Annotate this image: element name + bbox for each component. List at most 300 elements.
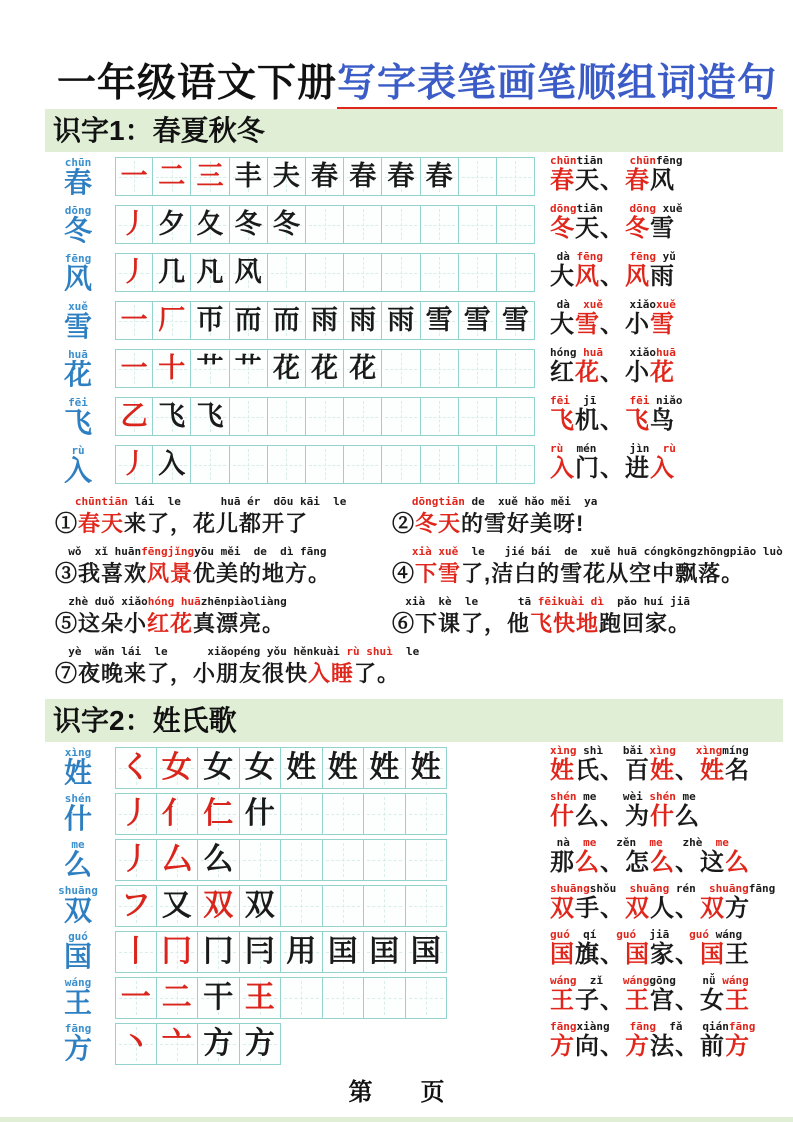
stroke-step-glyph: 雨 bbox=[311, 305, 339, 335]
word-examples bbox=[550, 745, 750, 785]
stroke-cell bbox=[323, 977, 365, 1019]
text-segment: ⑤这朵小 bbox=[55, 611, 148, 636]
sentence-text bbox=[55, 658, 401, 690]
sentence-text bbox=[55, 558, 392, 590]
stroke-step-glyph: 姓 bbox=[327, 751, 358, 784]
character-glyph: 春 bbox=[63, 167, 92, 198]
stroke-cell bbox=[240, 931, 282, 973]
word-segment: 大 bbox=[550, 263, 575, 290]
word-segment: 、 bbox=[600, 263, 625, 290]
character-pinyin: xuě bbox=[68, 300, 88, 313]
pinyin-segment: shén bbox=[550, 790, 577, 803]
word-segment: 机、 bbox=[575, 407, 625, 434]
text-segment: 风景 bbox=[147, 561, 194, 586]
pinyin-segment: jìn bbox=[629, 442, 663, 455]
word-examples-pinyin bbox=[550, 443, 676, 455]
stroke-cell bbox=[230, 349, 268, 388]
word-segment: 大 bbox=[550, 311, 575, 338]
stroke-step-glyph: 花 bbox=[311, 353, 339, 383]
pinyin-segment: huā bbox=[583, 346, 603, 359]
word-segment: 那 bbox=[550, 849, 575, 876]
pinyin-segment: rén bbox=[669, 882, 696, 895]
pinyin-segment: wáng bbox=[550, 974, 577, 987]
pinyin-segment: yè wǎn lái le xiǎopéng yǒu hěnkuài bbox=[55, 645, 347, 658]
text-segment: 的雪好美呀! bbox=[461, 511, 585, 536]
pinyin-segment bbox=[596, 836, 616, 849]
character-label bbox=[45, 445, 111, 486]
pinyin-segment: dà bbox=[550, 298, 584, 311]
stroke-cell bbox=[459, 397, 497, 436]
sentence-column bbox=[55, 595, 392, 640]
word-segment: 王 bbox=[725, 941, 750, 968]
stroke-cell bbox=[306, 445, 344, 484]
stroke-cell bbox=[497, 301, 535, 340]
sentence-text bbox=[55, 508, 392, 540]
stroke-cell bbox=[115, 349, 153, 388]
word-examples bbox=[550, 883, 775, 923]
pinyin-segment: yǔ bbox=[656, 250, 676, 263]
pinyin-segment: zěn bbox=[616, 836, 650, 849]
text-segment: 下雪 bbox=[415, 561, 462, 586]
text-segment: ③我喜欢 bbox=[55, 561, 148, 586]
stroke-cell bbox=[191, 253, 229, 292]
character-label bbox=[45, 793, 111, 834]
title-topic-part: 写字表笔画笔顺组词造句 bbox=[337, 62, 777, 112]
stroke-cell bbox=[382, 445, 420, 484]
stroke-step-glyph: 什 bbox=[244, 797, 275, 830]
stroke-cell bbox=[115, 253, 153, 292]
pinyin-segment: jiā bbox=[636, 928, 670, 941]
text-segment: ④ bbox=[392, 561, 416, 586]
character-glyph: 什 bbox=[63, 803, 92, 834]
pinyin-segment: yōu měi de dì fāng bbox=[194, 545, 327, 558]
word-segment: 法、前 bbox=[650, 1033, 725, 1060]
character-pinyin: xìng bbox=[64, 746, 92, 759]
character-glyph: 入 bbox=[63, 455, 92, 486]
stroke-step-glyph: 雪 bbox=[501, 305, 529, 335]
stroke-grid bbox=[115, 397, 535, 436]
text-segment: 了,洁白的雪花从空中飘落。 bbox=[461, 561, 745, 586]
word-segment: 姓 bbox=[700, 757, 725, 784]
pinyin-segment: fēng bbox=[656, 154, 683, 167]
stroke-grid bbox=[115, 301, 535, 340]
stroke-cell bbox=[115, 839, 157, 881]
word-examples-text bbox=[550, 1033, 755, 1061]
stroke-step-glyph: 飞 bbox=[158, 401, 186, 431]
word-examples-text bbox=[550, 455, 676, 483]
pinyin-segment: nǚ bbox=[702, 974, 723, 987]
pinyin-segment: me bbox=[583, 836, 597, 849]
character-glyph: 花 bbox=[63, 359, 92, 390]
word-examples-pinyin bbox=[550, 791, 700, 803]
stroke-cell bbox=[421, 397, 459, 436]
stroke-cell bbox=[198, 885, 240, 927]
pinyin-segment: huā bbox=[656, 346, 676, 359]
stroke-step-glyph: 丿 bbox=[120, 209, 148, 239]
character-pinyin: fēi bbox=[68, 396, 88, 409]
stroke-cell bbox=[421, 205, 459, 244]
stroke-step-glyph: フ bbox=[120, 889, 151, 922]
pinyin-segment: wǒ xǐ huān bbox=[55, 545, 142, 558]
character-glyph: 风 bbox=[63, 263, 92, 294]
pinyin-segment bbox=[676, 744, 696, 757]
pinyin-segment: fēng bbox=[629, 250, 656, 263]
stroke-grid bbox=[115, 839, 447, 881]
pinyin-segment: xìng bbox=[695, 744, 723, 757]
stroke-grid bbox=[115, 157, 535, 196]
stroke-grid bbox=[115, 885, 447, 927]
stroke-cell bbox=[153, 445, 191, 484]
stroke-cell bbox=[382, 205, 420, 244]
word-segment: 么 bbox=[725, 849, 750, 876]
pinyin-segment bbox=[603, 202, 630, 215]
stroke-step-glyph: 二 bbox=[158, 161, 186, 191]
pinyin-segment: shuāng bbox=[709, 882, 749, 895]
pinyin-segment bbox=[603, 298, 630, 311]
stroke-cell bbox=[230, 445, 268, 484]
character-pinyin: rù bbox=[71, 444, 85, 457]
word-segment: 方 bbox=[725, 895, 750, 922]
pinyin-segment: le bbox=[392, 645, 420, 658]
sentence-text bbox=[392, 558, 783, 590]
word-examples-pinyin bbox=[550, 975, 750, 987]
pinyin-segment: guó bbox=[689, 928, 709, 941]
sentence bbox=[392, 495, 597, 540]
stroke-step-glyph: 而 bbox=[272, 305, 300, 335]
word-examples bbox=[550, 443, 676, 483]
pinyin-segment: zhè duǒ xiǎo bbox=[55, 595, 148, 608]
stroke-cell bbox=[268, 301, 306, 340]
stroke-step-glyph: 亠 bbox=[161, 1027, 192, 1060]
stroke-cell bbox=[344, 397, 382, 436]
pinyin-segment: me bbox=[649, 836, 663, 849]
word-examples bbox=[550, 929, 750, 969]
pinyin-segment: xìng bbox=[550, 744, 577, 757]
pinyin-segment: wèi bbox=[622, 790, 650, 803]
sentence-column bbox=[55, 495, 392, 540]
stroke-cell bbox=[323, 885, 365, 927]
stroke-step-glyph: 丿 bbox=[120, 449, 148, 479]
word-segment: 王 bbox=[550, 987, 575, 1014]
pinyin-segment: fāng bbox=[728, 1020, 756, 1033]
stroke-cell bbox=[306, 205, 344, 244]
pinyin-segment: chūn bbox=[629, 154, 656, 167]
stroke-cell bbox=[421, 349, 459, 388]
stroke-step-glyph: 囯 bbox=[369, 935, 400, 968]
word-segment: 飞 bbox=[550, 407, 575, 434]
stroke-cell bbox=[281, 747, 323, 789]
stroke-cell bbox=[115, 747, 157, 789]
pinyin-segment: me bbox=[675, 790, 696, 803]
pinyin-segment: shǒu bbox=[589, 882, 617, 895]
word-segment: 双 bbox=[625, 895, 650, 922]
pinyin-segment: chūntiān bbox=[74, 495, 128, 508]
pinyin-segment: nà bbox=[550, 836, 584, 849]
word-segment: 入 bbox=[550, 455, 575, 482]
stroke-cell bbox=[230, 205, 268, 244]
stroke-cell bbox=[344, 445, 382, 484]
sentence-column bbox=[55, 545, 392, 590]
stroke-cell bbox=[421, 445, 459, 484]
stroke-cell bbox=[323, 747, 365, 789]
word-segment: 么 bbox=[675, 803, 700, 830]
stroke-cell bbox=[306, 349, 344, 388]
word-examples bbox=[550, 791, 700, 831]
stroke-step-glyph: 一 bbox=[120, 305, 148, 335]
sentence-pinyin bbox=[55, 595, 392, 608]
pinyin-segment: shuāng bbox=[550, 882, 590, 895]
stroke-cell bbox=[344, 301, 382, 340]
word-examples-text bbox=[550, 941, 750, 969]
pinyin-segment: niǎo bbox=[649, 394, 683, 407]
sentence-row bbox=[55, 495, 790, 545]
stroke-cell bbox=[191, 301, 229, 340]
stroke-cell bbox=[240, 747, 282, 789]
pinyin-segment: guó bbox=[616, 928, 637, 941]
stroke-cell bbox=[268, 253, 306, 292]
stroke-step-glyph: 艹 bbox=[196, 353, 224, 383]
pinyin-segment: bǎi bbox=[622, 744, 650, 757]
pinyin-segment: me bbox=[576, 790, 597, 803]
stroke-step-glyph: 姓 bbox=[369, 751, 400, 784]
word-segment: 么 bbox=[650, 849, 675, 876]
stroke-cell bbox=[497, 397, 535, 436]
word-examples-pinyin bbox=[550, 929, 750, 941]
word-segment: 花 bbox=[575, 359, 600, 386]
text-segment: 红花 bbox=[147, 611, 194, 636]
word-segment: 国 bbox=[625, 941, 650, 968]
pinyin-segment: fēngjǐng bbox=[141, 545, 195, 558]
word-examples-text bbox=[550, 803, 700, 831]
stroke-cell bbox=[157, 977, 199, 1019]
word-examples-pinyin bbox=[550, 883, 775, 895]
pinyin-segment: wáng bbox=[722, 974, 749, 987]
example-sentences bbox=[55, 495, 790, 695]
stroke-step-glyph: 雪 bbox=[425, 305, 453, 335]
stroke-cell bbox=[115, 885, 157, 927]
stroke-cell bbox=[497, 205, 535, 244]
stroke-step-glyph: 亻 bbox=[161, 797, 192, 830]
stroke-cell bbox=[115, 301, 153, 340]
stroke-step-glyph: 花 bbox=[272, 353, 300, 383]
word-segment: 双 bbox=[550, 895, 575, 922]
stroke-step-glyph: 双 bbox=[203, 889, 234, 922]
word-segment: 天、 bbox=[575, 215, 625, 242]
sentence-column bbox=[392, 545, 783, 590]
word-examples-pinyin bbox=[550, 155, 683, 167]
section-header-1: 识字1：春夏秋冬 bbox=[45, 109, 783, 152]
pinyin-segment: fēi bbox=[550, 394, 570, 407]
stroke-cell bbox=[382, 301, 420, 340]
stroke-step-glyph: 飞 bbox=[196, 401, 224, 431]
stroke-step-glyph: 丿 bbox=[120, 257, 148, 287]
sentence-column bbox=[392, 595, 691, 640]
stroke-grid bbox=[115, 747, 447, 789]
word-segment: 方 bbox=[625, 1033, 650, 1060]
pinyin-segment bbox=[596, 790, 623, 803]
character-label bbox=[45, 397, 111, 438]
stroke-step-glyph: 凡 bbox=[196, 257, 224, 287]
stroke-cell bbox=[240, 885, 282, 927]
stroke-step-glyph: 双 bbox=[244, 889, 275, 922]
stroke-cell bbox=[157, 931, 199, 973]
stroke-cell bbox=[459, 253, 497, 292]
stroke-step-glyph: 丿 bbox=[120, 843, 151, 876]
stroke-cell bbox=[497, 157, 535, 196]
pinyin-segment: le jié bái de xuě huā cóngkōngzhōngpiāo luò bbox=[458, 545, 783, 558]
pinyin-segment bbox=[603, 346, 630, 359]
stroke-cell bbox=[421, 301, 459, 340]
pinyin-segment: shén bbox=[649, 790, 676, 803]
stroke-cell bbox=[421, 157, 459, 196]
text-segment: 了。 bbox=[354, 661, 401, 686]
stroke-cell bbox=[191, 445, 229, 484]
word-segment: 什 bbox=[550, 803, 575, 830]
stroke-step-glyph: 仁 bbox=[203, 797, 234, 830]
pinyin-segment: fēikuài dì bbox=[537, 595, 604, 608]
pinyin-segment bbox=[610, 1020, 630, 1033]
pinyin-segment: zhè bbox=[682, 836, 716, 849]
word-segment: 名 bbox=[725, 757, 750, 784]
pinyin-segment bbox=[392, 545, 412, 558]
pinyin-segment bbox=[55, 495, 75, 508]
stroke-cell bbox=[157, 747, 199, 789]
word-segment: 雪 bbox=[650, 311, 675, 338]
text-segment: 跑回家。 bbox=[599, 611, 692, 636]
stroke-step-glyph: 王 bbox=[244, 981, 275, 1014]
text-segment: 优美的地方。 bbox=[193, 561, 332, 586]
stroke-cell bbox=[191, 157, 229, 196]
stroke-step-glyph: く bbox=[120, 751, 151, 784]
word-segment: 春 bbox=[625, 167, 650, 194]
sentence bbox=[55, 645, 420, 690]
word-segment: 红 bbox=[550, 359, 575, 386]
character-glyph: 双 bbox=[63, 895, 92, 926]
page-title bbox=[57, 52, 777, 108]
stroke-cell bbox=[382, 157, 420, 196]
stroke-step-glyph: 夂 bbox=[196, 209, 224, 239]
word-segment: 、这 bbox=[675, 849, 725, 876]
section-header-2: 识字2：姓氏歌 bbox=[45, 699, 783, 742]
pinyin-segment: gōng bbox=[649, 974, 676, 987]
text-segment: 飞快地 bbox=[530, 611, 600, 636]
stroke-step-glyph: 女 bbox=[244, 751, 275, 784]
character-glyph: 国 bbox=[63, 941, 92, 972]
sentence bbox=[55, 545, 392, 590]
word-segment: 门、进 bbox=[575, 455, 650, 482]
stroke-step-glyph: 冬 bbox=[234, 209, 262, 239]
stroke-step-glyph: 女 bbox=[161, 751, 192, 784]
character-pinyin: fēng bbox=[64, 252, 92, 265]
stroke-step-glyph: 国 bbox=[410, 935, 441, 968]
stroke-step-glyph: 乙 bbox=[120, 401, 148, 431]
sentence-text bbox=[392, 608, 691, 640]
word-segment: 鸟 bbox=[650, 407, 675, 434]
stroke-grid bbox=[115, 349, 535, 388]
stroke-cell bbox=[406, 977, 448, 1019]
pinyin-segment bbox=[603, 154, 630, 167]
stroke-cell bbox=[240, 1023, 282, 1065]
stroke-cell bbox=[157, 1023, 199, 1065]
stroke-grid bbox=[115, 1023, 281, 1065]
pinyin-segment: rù shuì bbox=[346, 645, 393, 658]
stroke-cell bbox=[157, 885, 199, 927]
word-segment: 雨 bbox=[650, 263, 675, 290]
page-number-footer: 第 页 bbox=[348, 1079, 445, 1106]
stroke-cell bbox=[198, 977, 240, 1019]
pinyin-segment bbox=[676, 974, 703, 987]
stroke-step-glyph: 夕 bbox=[158, 209, 186, 239]
bottom-green-strip bbox=[0, 1117, 793, 1122]
stroke-step-glyph: 二 bbox=[161, 981, 192, 1014]
stroke-cell bbox=[459, 445, 497, 484]
pinyin-segment: xiǎo bbox=[629, 346, 656, 359]
pinyin-segment: de xuě hǎo měi ya bbox=[464, 495, 598, 508]
pinyin-segment: xuě bbox=[656, 298, 676, 311]
stroke-cell bbox=[497, 349, 535, 388]
stroke-cell bbox=[306, 157, 344, 196]
stroke-cell bbox=[364, 747, 406, 789]
pinyin-segment: chūn bbox=[550, 154, 577, 167]
pinyin-segment: hóng bbox=[550, 346, 584, 359]
pinyin-segment bbox=[696, 882, 709, 895]
word-examples-text bbox=[550, 311, 676, 339]
word-segment: 、怎 bbox=[600, 849, 650, 876]
pinyin-segment: xuě bbox=[583, 298, 603, 311]
pinyin-segment: xiàng bbox=[576, 1020, 610, 1033]
pinyin-segment: zhēnpiàoliàng bbox=[200, 595, 287, 608]
text-segment: 冬天 bbox=[415, 511, 462, 536]
pinyin-segment: jī bbox=[569, 394, 597, 407]
pinyin-segment: xiǎo bbox=[629, 298, 656, 311]
word-segment: 么、为 bbox=[575, 803, 650, 830]
stroke-cell bbox=[459, 301, 497, 340]
stroke-cell bbox=[323, 839, 365, 881]
stroke-cell bbox=[191, 205, 229, 244]
stroke-cell bbox=[115, 931, 157, 973]
word-segment: 风 bbox=[575, 263, 600, 290]
pinyin-segment: xìng bbox=[649, 744, 676, 757]
stroke-cell bbox=[268, 349, 306, 388]
sentence-row bbox=[55, 545, 790, 595]
pinyin-segment: rù bbox=[662, 442, 676, 455]
stroke-step-glyph: 而 bbox=[234, 305, 262, 335]
word-examples bbox=[550, 395, 683, 435]
stroke-cell bbox=[281, 793, 323, 835]
word-examples-text bbox=[550, 849, 750, 877]
stroke-step-glyph: 艹 bbox=[234, 353, 262, 383]
pinyin-segment: fāng bbox=[629, 1020, 656, 1033]
stroke-cell bbox=[364, 793, 406, 835]
word-segment: 入 bbox=[650, 455, 675, 482]
word-segment: 家、 bbox=[650, 941, 700, 968]
pinyin-segment: lái le huā ér dōu kāi le bbox=[127, 495, 347, 508]
stroke-cell bbox=[115, 793, 157, 835]
sentence bbox=[55, 595, 392, 640]
word-examples bbox=[550, 837, 750, 877]
word-examples-pinyin bbox=[550, 395, 683, 407]
stroke-step-glyph: 冂 bbox=[203, 935, 234, 968]
stroke-cell bbox=[306, 301, 344, 340]
stroke-step-glyph: 入 bbox=[158, 449, 186, 479]
text-segment: 真漂亮。 bbox=[193, 611, 286, 636]
character-label bbox=[45, 301, 111, 342]
pinyin-segment: xuě bbox=[656, 202, 683, 215]
stroke-grid bbox=[115, 977, 447, 1019]
pinyin-segment: fāng bbox=[550, 1020, 577, 1033]
sentence-pinyin bbox=[392, 495, 597, 508]
pinyin-segment bbox=[683, 1020, 703, 1033]
